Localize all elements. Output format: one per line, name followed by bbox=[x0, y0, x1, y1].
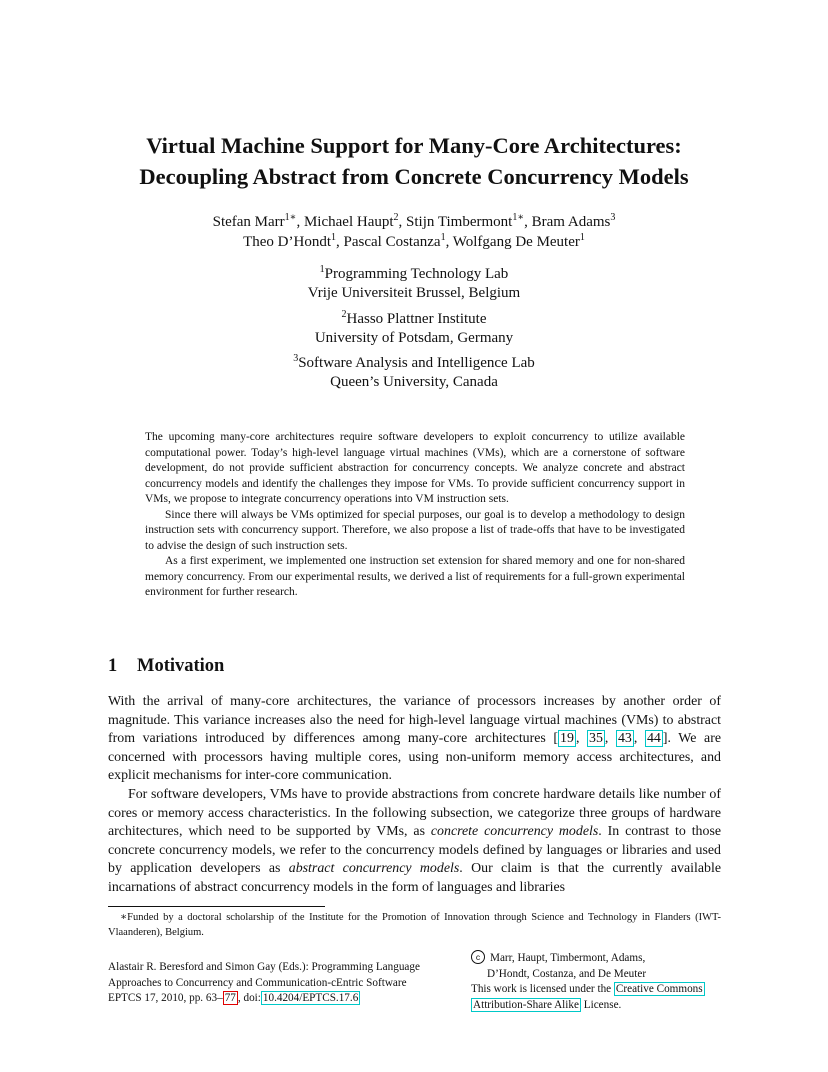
footnote-text: ∗Funded by a doctoral scholarship of the Institute for the Promotion of Innovation through Science and Technology in Flanders (IWT-Vlaanderen), Belgium. bbox=[108, 912, 721, 938]
affil-mark: 1 bbox=[319, 264, 325, 275]
citation-link[interactable]: 43 bbox=[617, 731, 632, 747]
author-name: Bram Adams bbox=[531, 214, 611, 230]
author-affil-mark: 1 bbox=[579, 232, 585, 243]
author-affil-mark: 2 bbox=[393, 212, 399, 223]
affiliation-2 bbox=[0, 310, 828, 348]
conf-line-2: Approaches to Concurrency and Communication-cEntric Software bbox=[108, 976, 407, 989]
conf-line-1: Alastair R. Beresford and Simon Gay (Eds.): Programming Language bbox=[108, 961, 420, 973]
author-name: Wolfgang De Meuter bbox=[452, 234, 580, 250]
title-line-1: Virtual Machine Support for Many-Core Architectures: bbox=[146, 133, 682, 158]
author-name: Theo D’Hondt bbox=[243, 234, 331, 250]
paper-title bbox=[0, 130, 828, 192]
last-page-link[interactable]: 77 bbox=[224, 992, 236, 1004]
affil-institution: University of Potsdam, Germany bbox=[314, 330, 514, 346]
doi-link[interactable]: 10.4204/EPTCS.17.6 bbox=[262, 992, 359, 1004]
copyright-holders: Marr, Haupt, Timbermont, Adams, bbox=[490, 952, 646, 964]
abstract-paragraph: The upcoming many-core architectures require software developers to exploit concurrency to utilize available computational power. Today’s high-level language virtual machines (VMs), which are a cornerstone of software development, do not provide sufficient abstraction for concurrency concepts. We analyze concrete and abstract concurrency models and identify the challenges they impose for VMs. To provide sufficient concurrency support in VMs, we propose to integrate concurrency operations into VM instruction sets. bbox=[145, 431, 685, 505]
author-affil-mark: 1 bbox=[331, 232, 336, 243]
affil-lab: Programming Technology Lab bbox=[324, 266, 509, 282]
section-body bbox=[108, 693, 721, 898]
body-paragraph-1: With the arrival of many-core architectures, the variance of processors increases by another order of magnitude. This variance increases also the need for high-level language virtual machines (VMs) to abstract from variations introduced by differences among many-core architectures [ 19 , 35 , 43 , 44 ]. We are concerned with processors having multiple cores, using non-uniform memory access architectures, and explicit mechanisms for inter-core communication. bbox=[108, 694, 721, 784]
author-line-1: Stefan Marr$^{1∗}$, Michael Haupt$^2$, Stijn Timbermont$^{1∗}$, Bram Adams$^3$ bbox=[212, 212, 616, 230]
abstract-paragraph: As a first experiment, we implemented one instruction set extension for shared memory and one for non-shared memory concurrency. From our experimental results, we derived a list of requirements for a full-grown experimental environment for further research. bbox=[145, 555, 685, 598]
term-abstract: abstract concurrency models bbox=[288, 861, 460, 877]
affiliation-1 bbox=[0, 265, 828, 303]
section-number: 1 bbox=[108, 656, 118, 676]
copyright-icon: c bbox=[471, 950, 485, 964]
affil-mark: 3 bbox=[293, 353, 299, 364]
author-name: Pascal Costanza bbox=[343, 234, 441, 250]
citation-link[interactable]: 35 bbox=[589, 731, 603, 747]
abstract bbox=[145, 430, 685, 601]
citation-link[interactable]: 19 bbox=[560, 731, 574, 747]
footnote bbox=[108, 910, 721, 940]
term-concrete: concrete concurrency models bbox=[430, 824, 599, 840]
section-heading bbox=[108, 655, 224, 677]
affil-lab: Software Analysis and Intelligence Lab bbox=[298, 355, 535, 371]
citation-link[interactable]: 44 bbox=[646, 731, 661, 747]
copyright-holders-cont: D’Hondt, Costanza, and De Meuter bbox=[487, 967, 647, 980]
abstract-paragraph: Since there will always be VMs optimized for special purposes, our goal is to develop a methodology to design instruction sets with concurrency support. Therefore, we also propose a list of trade-offs that have to be investigated to advise the design of such instruction sets. bbox=[145, 508, 685, 552]
license-type-link[interactable]: Attribution-Share Alike bbox=[473, 998, 579, 1011]
affil-mark: 2 bbox=[341, 309, 347, 320]
conference-info bbox=[108, 960, 468, 1007]
body-paragraph-2: For software developers, VMs have to provide abstractions from concrete hardware details like number of cores or memory access characteristics. In the following subsection, we categorize three groups of hardware architectures, which need to be supported by VMs, as concrete concurrency models. In contrast to those concrete concurrency models, we refer to the concurrency models defined by languages or libraries and used by application developers as abstract concurrency models. Our claim is that the currently available incarnations of abstract concurrency models in the form of languages and libraries bbox=[108, 786, 722, 895]
affil-institution: Vrije Universiteit Brussel, Belgium bbox=[307, 285, 521, 301]
affiliation-3 bbox=[0, 354, 828, 392]
footnote-rule bbox=[108, 906, 325, 907]
author-affil-mark: 3 bbox=[610, 212, 616, 223]
title-line-2: Decoupling Abstract from Concrete Concurrency Models bbox=[139, 164, 689, 189]
section-title: Motivation bbox=[137, 656, 225, 676]
license-info: c Marr, Haupt, Timbermont, Adams, D’Hondt, Costanza, and De Meuter This work is licensed under the Creative Commons Attribution-Share Alike License. bbox=[471, 950, 741, 1013]
author-name: Michael Haupt bbox=[303, 214, 394, 230]
creative-commons-link[interactable]: Creative Commons bbox=[615, 983, 703, 995]
conf-line-3: EPTCS 17, 2010, pp. 63– 77 , doi: 10.4204/EPTCS.17.6 bbox=[108, 992, 359, 1004]
author-list bbox=[0, 212, 828, 252]
author-name: Stijn Timbermont bbox=[406, 214, 513, 230]
affil-lab: Hasso Plattner Institute bbox=[346, 311, 487, 327]
author-affil-mark: 1 bbox=[440, 232, 446, 243]
affil-institution: Queen’s University, Canada bbox=[330, 374, 498, 390]
author-line-2: Theo D’Hondt$^1$, Pascal Costanza$^1$, Wolfgang De Meuter$^1$ bbox=[243, 232, 585, 250]
author-affil-mark: 1∗ bbox=[284, 212, 297, 223]
author-name: Stefan Marr bbox=[212, 214, 285, 230]
author-affil-mark: 1∗ bbox=[512, 212, 525, 223]
